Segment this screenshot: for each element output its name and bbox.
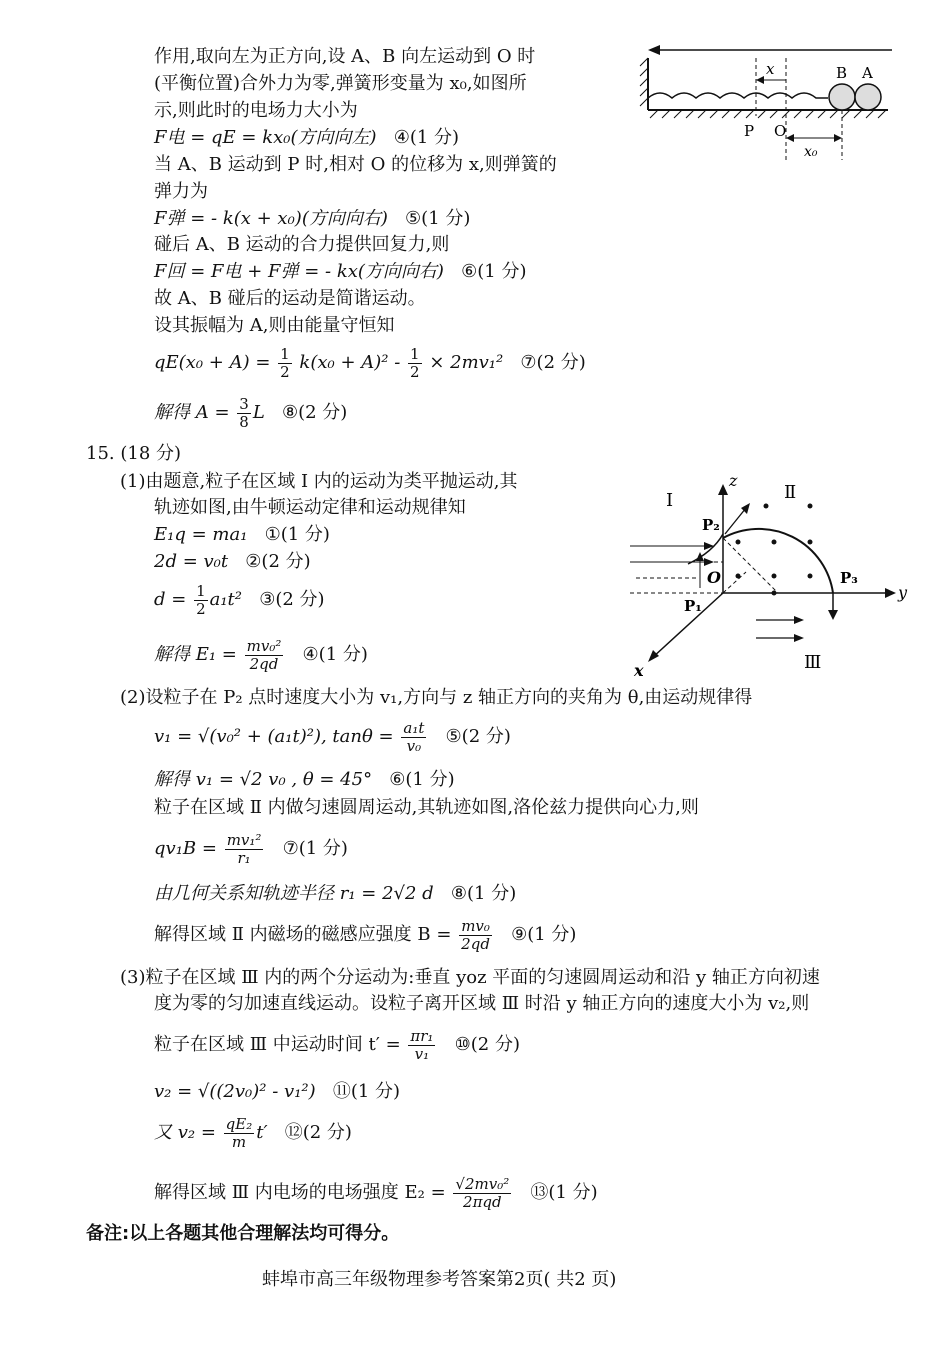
eq7-part-c: × 2mv₁² <box>429 352 504 373</box>
q15-eq5 <box>154 714 511 760</box>
q14-line3: 示,则此时的电场力大小为 <box>154 100 358 121</box>
eq13-part-a: 解得区域 Ⅲ 内电场的电场强度 E₂ = <box>154 1182 446 1203</box>
eq8-part-b: L <box>252 402 265 423</box>
e-field-arrow-2 <box>794 634 804 642</box>
frac-den: 2 <box>410 362 420 381</box>
label-o: O <box>774 122 787 140</box>
eq9-part-a: 解得区域 Ⅱ 内磁场的磁感应强度 B = <box>154 924 452 945</box>
q14-line7: 故 A、B 碰后的运动是简谐运动。 <box>154 288 426 309</box>
frac-den: 2 <box>196 599 206 618</box>
label-z: z <box>729 471 738 490</box>
q15-s3-line2: 度为零的匀加速直线运动。设粒子离开区域 Ⅲ 时沿 y 轴正方向的速度大小为 v₂,则 <box>154 993 810 1014</box>
radius-line <box>723 538 778 593</box>
frac-num: 1 <box>280 344 290 363</box>
frac-den: 2πqd <box>463 1192 502 1211</box>
x0-arrowhead-right <box>834 134 842 142</box>
frac-den: m <box>231 1132 247 1151</box>
eq12-frac <box>224 1116 255 1151</box>
eq4-part-a: 解得 E₁ = <box>154 644 237 665</box>
eq4-mark: ④(1 分) <box>302 644 368 665</box>
eq7-frac <box>225 832 264 867</box>
q15-eq9 <box>154 912 576 958</box>
frac-den: r₁ <box>237 848 251 867</box>
label-x: x <box>766 60 775 78</box>
e-field-arrow-1 <box>794 616 804 624</box>
field-arrow-1 <box>704 542 714 550</box>
eq8-mark: ⑧(2 分) <box>281 402 348 423</box>
eq7-part-b: k(x₀ + A)² - <box>299 352 401 373</box>
eq2-text: 2d = v₀t <box>154 551 229 572</box>
eq12-mark: ⑫(2 分) <box>284 1122 352 1143</box>
frac-num: qE₂ <box>225 1114 253 1133</box>
region-figure <box>628 468 918 683</box>
label-x: x <box>634 661 644 680</box>
eq7-mark: ⑦(2 分) <box>520 352 586 373</box>
q15-s2-intro: (2)设粒子在 P₂ 点时速度大小为 v₁,方向与 z 轴正方向的夹角为 θ,由运动规律得 <box>120 687 753 708</box>
eq3-part-a: d = <box>154 589 187 610</box>
q15-eq7 <box>154 826 348 872</box>
eq9-mark: ⑨(1 分) <box>511 924 577 945</box>
q14-line2: (平衡位置)合外力为零,弹簧形变量为 x₀,如图所 <box>154 73 527 94</box>
frac-den: v₁ <box>414 1044 430 1063</box>
frac-num: mv₀² <box>246 636 282 655</box>
q15-eq3 <box>154 578 325 622</box>
frac-num: √2mv₀² <box>455 1174 510 1193</box>
exit-arrowhead <box>828 610 838 620</box>
q15-s1-line2: 轨迹如图,由牛顿运动定律和运动规律知 <box>154 497 466 518</box>
label-region-1: Ⅰ <box>666 490 674 511</box>
q15-s2-line2: 粒子在区域 Ⅱ 内做匀速圆周运动,其轨迹如图,洛伦兹力提供向心力,则 <box>154 797 699 818</box>
floor-hatch <box>650 110 886 118</box>
frac-num: mv₁² <box>226 830 262 849</box>
label-a: A <box>862 64 873 82</box>
frac-den: 2 <box>280 362 290 381</box>
frac-den: 2qd <box>249 654 279 673</box>
q15-eq11 <box>154 1080 400 1104</box>
eq10-mark: ⑩(2 分) <box>454 1034 520 1055</box>
x-arrowhead <box>756 76 764 84</box>
eq5-part-a: v₁ = √(v₀² + (a₁t)²), tanθ = <box>154 726 394 747</box>
eq11-text: v₂ = √((2v₀)² - v₁²) <box>154 1081 316 1102</box>
eq2-mark: ②(2 分) <box>245 551 311 572</box>
eq6-mark: ⑥(1 分) <box>461 261 527 282</box>
q15-eq8 <box>154 882 516 906</box>
q15-eq13 <box>154 1170 598 1216</box>
frac-num: a₁t <box>403 718 425 737</box>
eq12-part-b: t′ <box>256 1122 268 1143</box>
page-footer: 蚌埠市高三年级物理参考答案第2页( 共2 页) <box>262 1269 617 1290</box>
remark-note: 备注:以上各题其他合理解法均可得分。 <box>86 1223 400 1244</box>
eq5-text: F弹 = - k(x + x₀)(方向向右) <box>154 208 388 229</box>
frac-num: 1 <box>410 344 420 363</box>
q15-eq2 <box>154 550 311 574</box>
eq3-part-b: a₁t² <box>209 589 243 610</box>
q15-eq6 <box>154 768 455 792</box>
eq13-frac <box>453 1176 511 1211</box>
frac-den: 2qd <box>461 934 490 953</box>
eq1-text: E₁q = ma₁ <box>154 524 248 545</box>
q15-eq1 <box>154 523 330 547</box>
eq4-mark: ④(1 分) <box>393 127 460 148</box>
eq7-mark: ⑦(1 分) <box>282 838 348 859</box>
circular-trajectory <box>723 529 833 593</box>
q14-line6: 碰后 A、B 运动的合力提供回复力,则 <box>154 234 450 255</box>
eq7-half-frac-1 <box>278 346 292 381</box>
eq8-part-a: 解得 A = <box>154 402 230 423</box>
frac-num: πr₁ <box>410 1026 434 1045</box>
eq5-mark: ⑤(2 分) <box>445 726 511 747</box>
eq10-part-a: 粒子在区域 Ⅲ 中运动时间 t′ = <box>154 1034 401 1055</box>
label-o: O <box>707 568 721 587</box>
q14-eq6 <box>154 260 526 284</box>
label-region-3: Ⅲ <box>804 652 822 673</box>
q15-heading: 15. (18 分) <box>86 443 182 464</box>
eq10-frac <box>408 1028 435 1063</box>
q14-eq5 <box>154 207 470 231</box>
force-arrowhead <box>648 45 660 55</box>
label-p: P <box>744 122 755 140</box>
eq4-text: F电 = qE = kx₀(方向向左) <box>154 127 377 148</box>
eq7-part-a: qE(x₀ + A) = <box>154 352 271 373</box>
eq3-mark: ③(2 分) <box>259 589 325 610</box>
eq6-mark: ⑥(1 分) <box>389 769 455 790</box>
label-p1: P₁ <box>684 597 702 615</box>
frac-num: 3 <box>239 394 249 413</box>
q15-s1-line1: (1)由题意,粒子在区域 Ⅰ 内的运动为类平抛运动,其 <box>120 471 518 492</box>
q14-eq4 <box>154 126 459 150</box>
eq5-frac <box>401 720 426 755</box>
label-p3: P₃ <box>840 569 858 587</box>
eq11-mark: ⑪(1 分) <box>332 1081 401 1102</box>
q15-eq12 <box>154 1110 352 1156</box>
ball-b <box>829 84 855 110</box>
label-b: B <box>836 64 848 82</box>
z-arrowhead <box>718 484 728 495</box>
label-y: y <box>898 583 908 602</box>
eq12-part-a: 又 v₂ = <box>154 1122 216 1143</box>
eq8-text: 由几何关系知轨迹半径 r₁ = 2√2 d <box>154 883 434 904</box>
frac-num: mv₀ <box>461 916 490 935</box>
eq7-part-a: qv₁B = <box>154 838 217 859</box>
eq4-frac <box>245 638 284 673</box>
y-arrowhead <box>885 588 896 598</box>
eq8-mark: ⑧(1 分) <box>450 883 517 904</box>
spring-figure <box>630 40 900 170</box>
eq5-mark: ⑤(1 分) <box>405 208 471 229</box>
x-arrowhead <box>648 650 659 662</box>
x-dashed-back <box>723 572 746 593</box>
eq6-text: F回 = F电 + F弹 = - kx(方向向右) <box>154 261 444 282</box>
q14-line4: 当 A、B 运动到 P 时,相对 O 的位移为 x,则弹簧的 <box>154 154 557 175</box>
frac-num: 1 <box>196 581 206 600</box>
q14-eq8 <box>154 390 347 436</box>
q15-s3-line1: (3)粒子在区域 Ⅲ 内的两个分运动为:垂直 yoz 平面的匀速圆周运动和沿 y 轴正方向初速 <box>120 967 820 988</box>
eq8-frac <box>237 396 251 431</box>
eq6-text: 解得 v₁ = √2 v₀ , θ = 45° <box>154 769 373 790</box>
q14-line1: 作用,取向左为正方向,设 A、B 向左运动到 O 时 <box>154 46 536 67</box>
x0-arrowhead-left <box>786 134 794 142</box>
q15-eq4 <box>154 632 368 678</box>
q14-eq7 <box>154 340 586 386</box>
spring <box>648 93 828 98</box>
q14-line8: 设其振幅为 A,则由能量守恒知 <box>154 315 395 336</box>
q14-line5: 弹力为 <box>154 181 208 202</box>
eq3-frac <box>194 583 208 618</box>
label-p2: P₂ <box>702 516 720 534</box>
eq1-mark: ①(1 分) <box>264 524 330 545</box>
ball-a <box>855 84 881 110</box>
eq13-mark: ⑬(1 分) <box>530 1182 598 1203</box>
q15-eq10 <box>154 1022 520 1068</box>
eq7-half-frac-2 <box>408 346 422 381</box>
wall-hatch <box>640 58 648 106</box>
label-region-2: Ⅱ <box>784 482 797 503</box>
frac-den: v₀ <box>406 736 422 755</box>
frac-den: 8 <box>239 412 249 431</box>
eq9-frac <box>459 918 492 953</box>
b-field-dots <box>736 504 813 596</box>
label-x0: x₀ <box>804 144 818 160</box>
